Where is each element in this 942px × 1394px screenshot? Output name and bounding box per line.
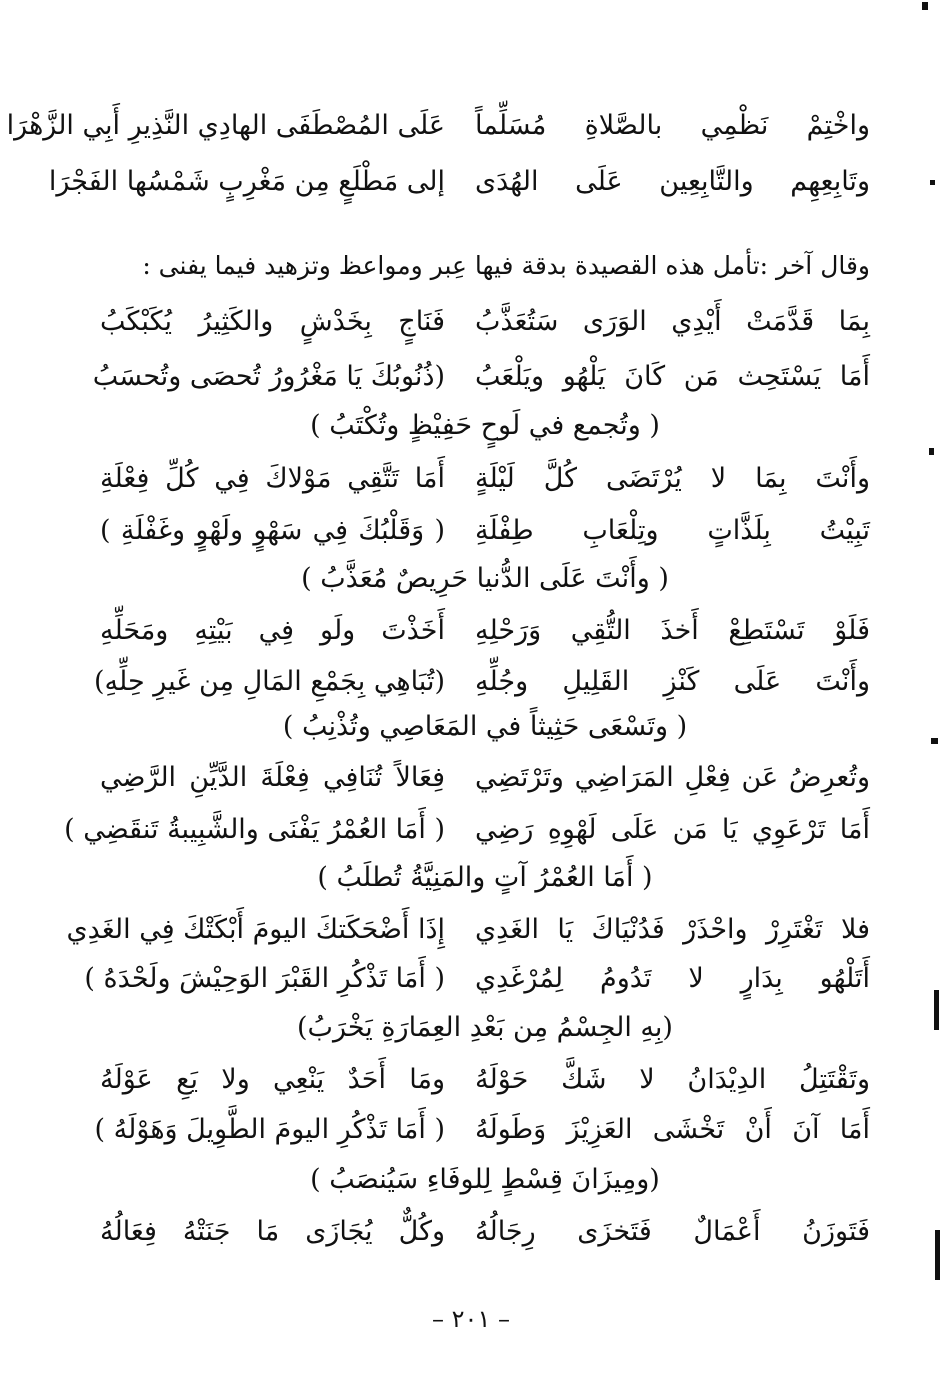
second-hemistich: إلى مَطْلَعٍ مِن مَغْرِبٍ شَمْسُها الفَجْرَا bbox=[48, 166, 445, 197]
second-hemistich: أَخَذْتَ ولَو فِي بَيْتِهِ ومَحَلِّهِ bbox=[100, 615, 445, 646]
verse-line bbox=[94, 660, 870, 704]
refrain-line: ( وتُجمع في لَوحٍ حَفِيْظٍ وتُكْتَبُ ) bbox=[310, 410, 660, 441]
scan-mark bbox=[930, 180, 935, 185]
second-hemistich: (تُبَاهِي بِجَمْعِ المَالِ مِن غَيرِ حِلِّهِ) bbox=[94, 666, 445, 697]
refrain-line: (بِهِ الجِسْمُ مِن بَعْدِ العِمَارَةِ يَخْرَبُ) bbox=[297, 1012, 673, 1043]
second-hemistich: فَنَاجٍ بِخَدْشٍ والكَثِيرُ يُكَبْكَبُ bbox=[100, 306, 445, 337]
first-hemistich: وتُعرِضُ عَن فِعْلِ المَرَاضِي وتَرْتَضِي bbox=[475, 762, 870, 793]
second-hemistich: (ذُنُوبُكَ يَا مَغْرُورُ تُحصَى وتُحسَبُ bbox=[92, 361, 445, 392]
second-hemistich: ( أَمَا تَذْكُرِ اليومَ الطَّوِيلَ وَهَوْلَهُ ) bbox=[94, 1114, 445, 1145]
scan-mark bbox=[935, 1230, 940, 1280]
refrain-line: ( وتَسْعَى حَثِيثاً في المَعَاصِي وتُذْنِبُ ) bbox=[282, 711, 688, 742]
verse-line bbox=[100, 509, 870, 553]
first-hemistich: أَمَا آنَ أَنْ تَخْشَى العَزِيْزَ وَطَولَهُ bbox=[475, 1114, 870, 1145]
first-hemistich: بِمَا قَدَّمَتْ أَيْدِي الوَرَى سَتُعَذَّبُ bbox=[475, 306, 870, 337]
second-hemistich: ( أَمَا تَذْكُرِ القَبْرَ الوَحِيْشَ ولَحْدَهُ ) bbox=[84, 963, 445, 994]
first-hemistich: وتَابِعِهِم والتَّابِعِين عَلَى الهُدَى bbox=[475, 166, 870, 197]
refrain-line: ( وأَنْتَ عَلَى الدُّنيا حَرِيصٌ مُعَذَّبُ ) bbox=[301, 563, 669, 594]
second-hemistich: عَلَى المُصْطَفَى الهادِي النَّذِيرِ أَبِي الزَّهْرَا bbox=[6, 110, 445, 141]
first-hemistich: أَمَا يَسْتَحِث مَن كَانَ يَلْهُو ويَلْعَبُ bbox=[475, 361, 870, 392]
refrain-line: (ومِيزَانَ قِسْطٍ لِلوفَاءِ سَيُنصَبُ ) bbox=[310, 1164, 660, 1195]
verse-line bbox=[100, 300, 870, 344]
second-hemistich: وكُلٌّ يُجَازَى مَا جَنَتْهُ فِعَالُهُ bbox=[100, 1216, 445, 1247]
verse-line bbox=[84, 957, 870, 1001]
scan-mark bbox=[931, 738, 938, 744]
first-hemistich: أَمَا تَرْعَوِي يَا مَن عَلَى لَهْوِهِ رَضِي bbox=[475, 814, 870, 845]
refrain-line: ( أَمَا العُمْرُ آتٍ والمَنِيَّةُ تُطلَبُ ) bbox=[317, 862, 653, 893]
verse-line bbox=[64, 808, 870, 852]
verse-line bbox=[100, 1210, 870, 1254]
first-hemistich: أَتَلْهُو بِدَارٍ لا تَدُومُ لِمُرْغَدِي bbox=[475, 963, 870, 994]
first-hemistich: فَلَوْ تَسْتَطِعْ أَخذَ التُّقِي وَرَحْلِهِ bbox=[475, 615, 870, 646]
page-number: – ٢٠١ – bbox=[432, 1305, 510, 1333]
verse-line bbox=[100, 457, 870, 501]
second-hemistich: أَمَا تَتَّقِي مَوْلاكَ فِي كُلِّ فِعْلَةِ bbox=[100, 463, 445, 494]
first-hemistich: واخْتِمْ نَظْمِي بالصَّلاةِ مُسَلِّماً bbox=[475, 110, 870, 141]
verse-line bbox=[48, 160, 870, 204]
verse-line bbox=[66, 908, 870, 952]
first-hemistich: فلا تَغْتَرِرْ واحْذَرْ فَدُنْيَاكَ يَا الغَدِي bbox=[475, 914, 870, 945]
first-hemistich: وأَنْتَ عَلَى كَنْزِ القَلِيلِ وجُلِّهِ bbox=[475, 666, 870, 697]
scan-mark bbox=[929, 448, 934, 455]
verse-line bbox=[100, 609, 870, 653]
first-hemistich: تَبِيْتُ بِلَذَّاتٍ وتِلْعَابِ طِفْلَةِ bbox=[475, 515, 870, 546]
first-hemistich: فَتَوزَنُ أَعْمَالٌ فَتَخزَى رِجَالُهُ bbox=[475, 1216, 870, 1247]
verse-line bbox=[6, 104, 870, 148]
second-hemistich: ( أَمَا العُمْرُ يَفْنَى والشَّبِيبةُ تَنقَضِي ) bbox=[64, 814, 445, 845]
second-hemistich: ( وَقَلْبُكَ فِي سَهْوٍ ولَهْوٍ وغَفْلَةِ ) bbox=[100, 515, 445, 546]
first-hemistich: وأَنْتَ بِمَا لا يُرْتَضَى كُلَّ لَيْلَةٍ bbox=[475, 463, 870, 494]
verse-line bbox=[94, 1108, 870, 1152]
second-hemistich: إِذَا أَضْحَكَتكَ اليومَ أَبْكَتْكَ فِي الغَدِي bbox=[66, 914, 445, 945]
verse-line bbox=[100, 1058, 870, 1102]
second-hemistich: ومَا أَحَدٌ يَنْعِي ولا يَعِ عَوْلَهُ bbox=[100, 1064, 445, 1095]
verse-line bbox=[92, 355, 870, 399]
scan-mark bbox=[922, 2, 928, 10]
scan-mark bbox=[934, 990, 939, 1030]
first-hemistich: وتَقْتَتِلُ الدِيْدَانُ لا شَكَّ حَوْلَهُ bbox=[475, 1064, 870, 1095]
intro-text: وقال آخر :تأمل هذه القصيدة بدقة فيها عِبر ومواعظ وتزهيد فيما يفنى : bbox=[142, 251, 870, 280]
verse-line bbox=[100, 756, 870, 800]
second-hemistich: فِعَالاً تُنَافِي فِعْلَةَ الدَّيِّنِ الرَّضِي bbox=[100, 762, 445, 793]
